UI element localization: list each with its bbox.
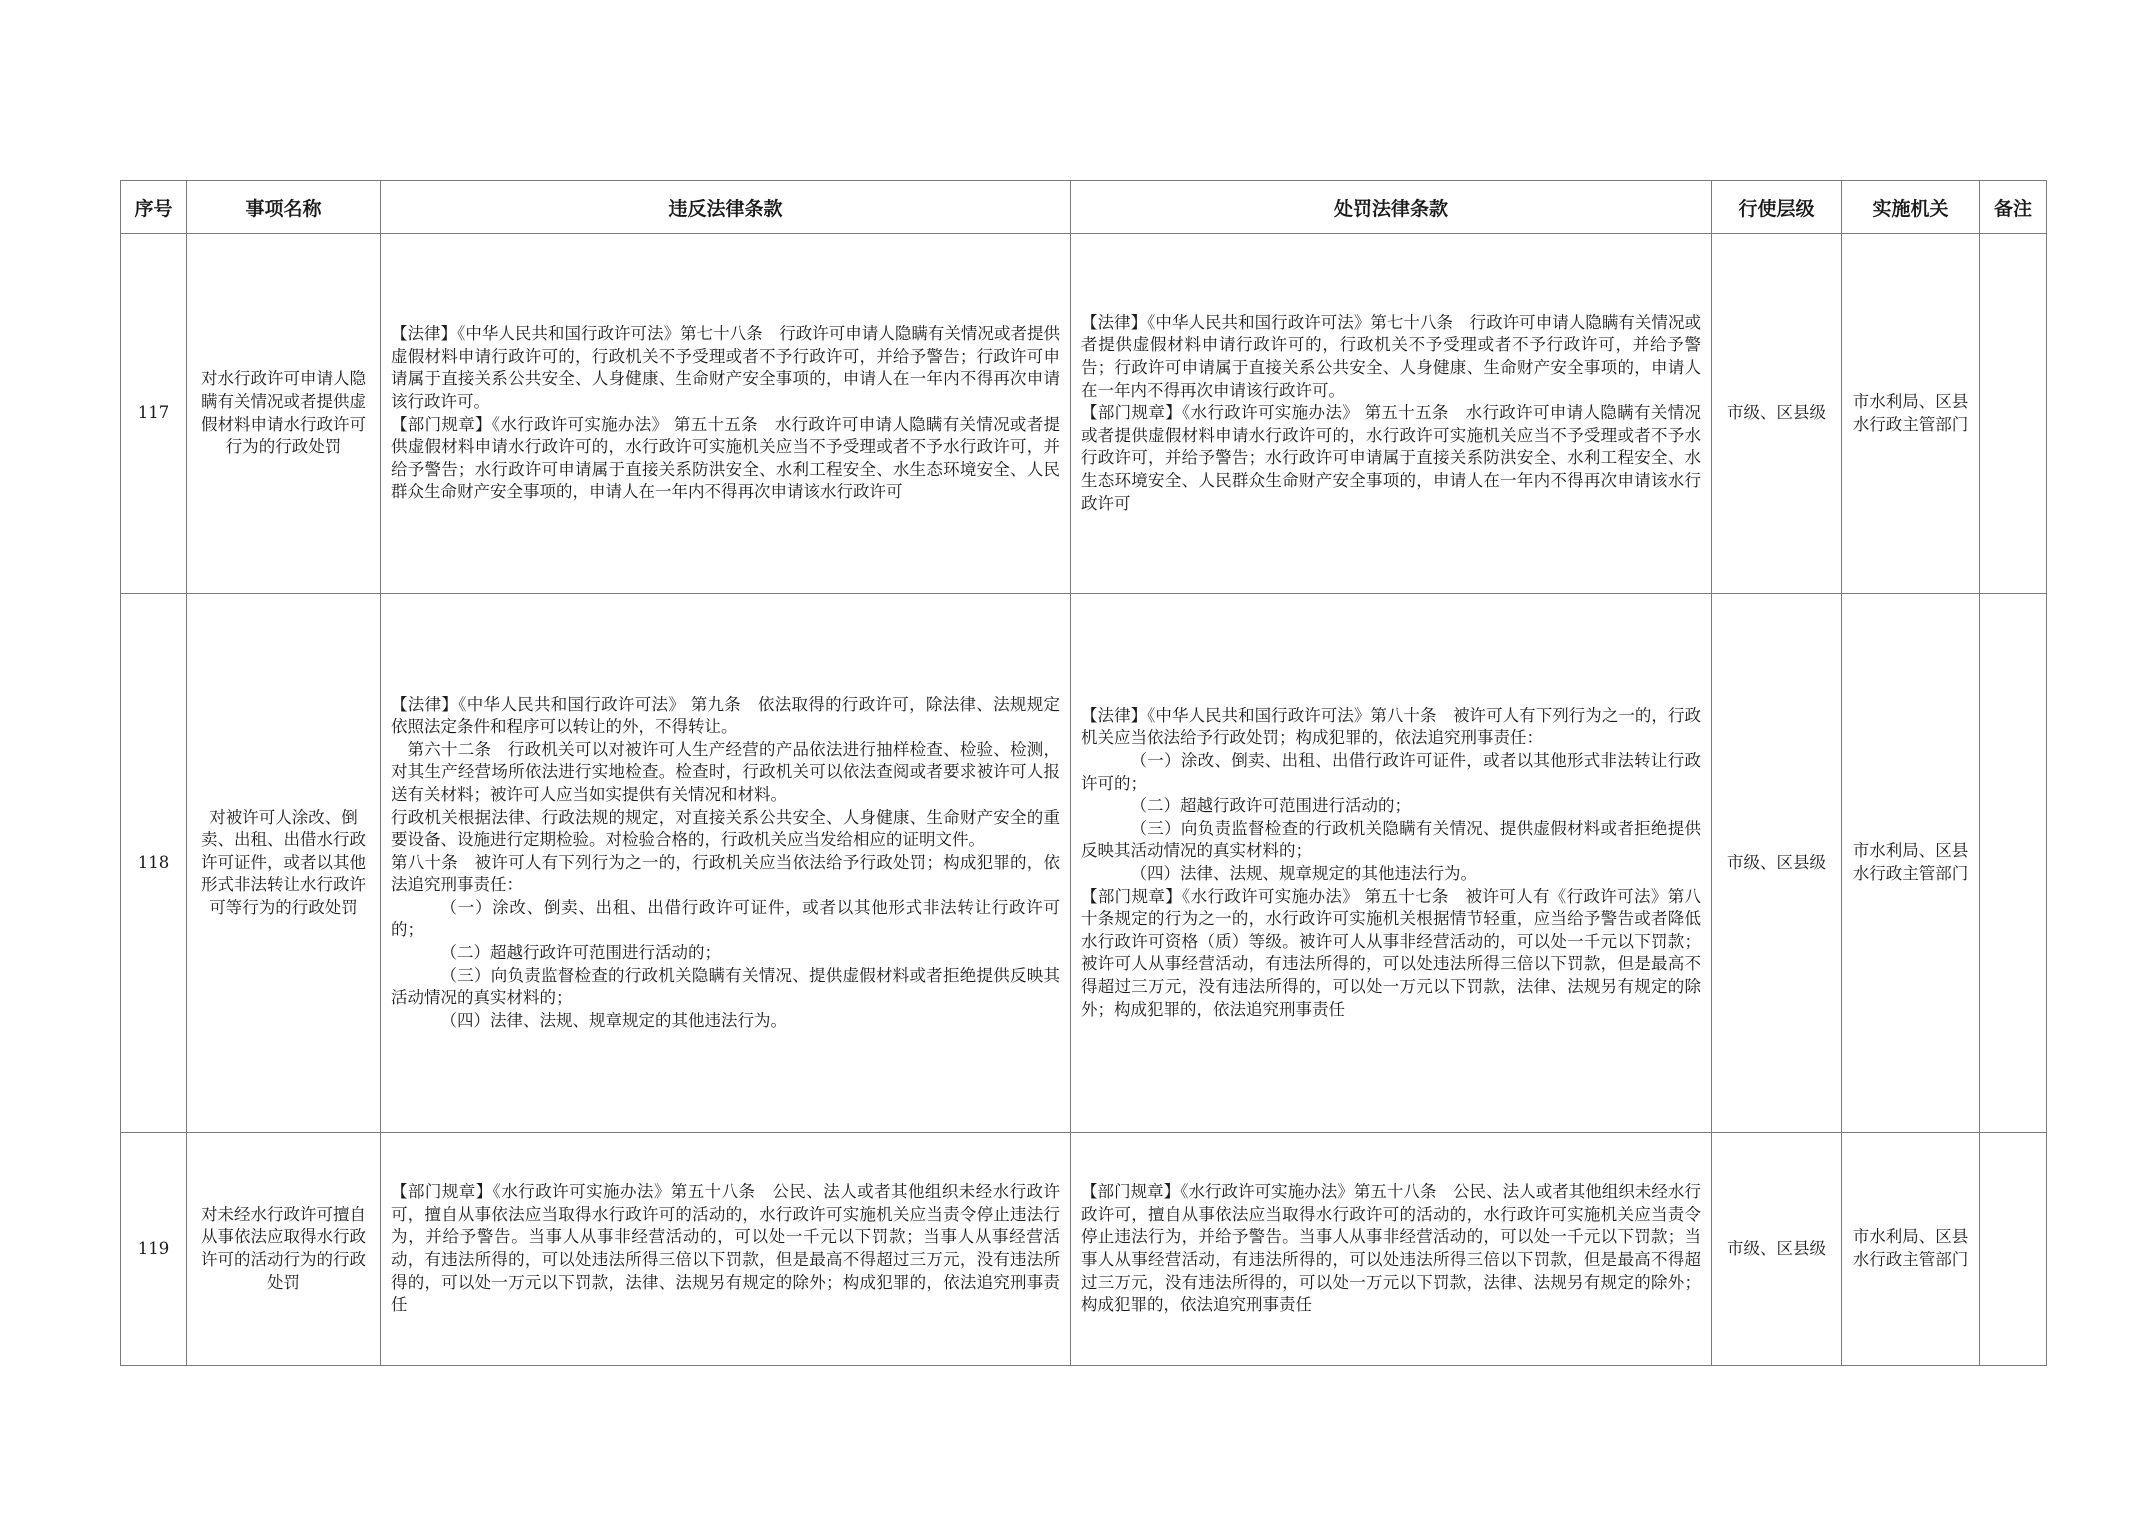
violate-clause: （四）法律、法规、规章规定的其他违法行为。	[440, 1010, 787, 1030]
row-name: 对被许可人涂改、倒卖、出租、出借水行政许可证件，或者以其他形式非法转让水行政许可等行为的行政处罚	[187, 594, 381, 1133]
penalty-clause: 【部门规章】《水行政许可实施办法》 第五十七条 被许可人有《行政许可法》第八十条规定的行为之一的，水行政许可实施机关根据情节轻重，应当给予警告或者降低水行政许可资格（质）等级。被许可人从事非经营活动的，可以处一千元以下罚款；被许可人从事经营活动，有违法所得的，可以处违法所得三倍以下罚款，但是最高不得超过三万元，没有违法所得的，可以处一万元以下罚款，法律、法规另有规定的除外；构成犯罪的，依法追究刑事责任	[1081, 886, 1701, 1019]
row-agency: 市水利局、区县水行政主管部门	[1842, 594, 1980, 1133]
violate-clause: 【部门规章】《水行政许可实施办法》第五十八条 公民、法人或者其他组织未经水行政许可，擅自从事依法应当取得水行政许可的活动的，水行政许可实施机关应当责令停止违法行为，并给予警告。当事人从事非经营活动的，可以处一千元以下罚款；当事人从事经营活动，有违法所得的，可以处违法所得三倍以下罚款，但是最高不得超过三万元，没有违法所得的，可以处一万元以下罚款，法律、法规另有规定的除外；构成犯罪的，依法追究刑事责任	[391, 1182, 1060, 1315]
violate-clause: 第六十二条 行政机关可以对被许可人生产经营的产品依法进行抽样检查、检验、检测，对其生产经营场所依法进行实地检查。检查时，行政机关可以依法查阅或者要求被许可人报送有关材料；被许可人应当如实提供有关情况和材料。	[391, 739, 1060, 804]
penalty-clause: 【部门规章】《水行政许可实施办法》 第五十五条 水行政许可申请人隐瞒有关情况或者提供虚假材料申请水行政许可的，水行政许可实施机关应当不予受理或者不予水行政许可，并给予警告；水行政许可申请属于直接关系防洪安全、水利工程安全、水生态环境安全、人民群众生命财产安全事项的，申请人在一年内不得再次申请该水行政许可	[1081, 403, 1701, 513]
row-penalty	[1071, 1133, 1712, 1366]
row-name: 对水行政许可申请人隐瞒有关情况或者提供虚假材料申请水行政许可行为的行政处罚	[187, 234, 381, 594]
penalty-table	[120, 180, 2047, 1366]
row-no: 119	[121, 1133, 187, 1366]
penalty-clause: （一）涂改、倒卖、出租、出借行政许可证件，或者以其他形式非法转让行政许可的；	[1081, 751, 1701, 793]
header-agency: 实施机关	[1842, 181, 1980, 234]
table-row	[121, 1133, 2047, 1366]
table-row	[121, 594, 2047, 1133]
violate-clause: 【法律】《中华人民共和国行政许可法》第七十八条 行政许可申请人隐瞒有关情况或者提供虚假材料申请行政许可的，行政机关不予受理或者不予行政许可，并给予警告；行政许可申请属于直接关系公共安全、人身健康、生命财产安全事项的，申请人在一年内不得再次申请该行政许可。	[391, 324, 1060, 411]
row-level: 市级、区县级	[1712, 1133, 1842, 1366]
row-level: 市级、区县级	[1712, 234, 1842, 594]
table-row	[121, 234, 2047, 594]
table-header-row	[121, 181, 2047, 234]
row-agency: 市水利局、区县水行政主管部门	[1842, 234, 1980, 594]
row-no: 118	[121, 594, 187, 1133]
row-penalty	[1071, 594, 1712, 1133]
violate-clause: 【法律】《中华人民共和国行政许可法》 第九条 依法取得的行政许可，除法律、法规规定依照法定条件和程序可以转让的外，不得转让。	[391, 694, 1060, 737]
row-violate	[381, 234, 1071, 594]
violate-clause: （二）超越行政许可范围进行活动的；	[440, 943, 721, 963]
header-level: 行使层级	[1712, 181, 1842, 234]
header-remark: 备注	[1980, 181, 2047, 234]
header-violate: 违反法律条款	[381, 181, 1071, 234]
header-penalty: 处罚法律条款	[1071, 181, 1712, 234]
row-level: 市级、区县级	[1712, 594, 1842, 1133]
row-violate	[381, 1133, 1071, 1366]
penalty-clause: （二）超越行政许可范围进行活动的；	[1130, 796, 1411, 816]
penalty-clause: 【部门规章】《水行政许可实施办法》第五十八条 公民、法人或者其他组织未经水行政许可，擅自从事依法应当取得水行政许可的活动的，水行政许可实施机关应当责令停止违法行为，并给予警告。当事人从事非经营活动的，可以处一千元以下罚款；当事人从事经营活动，有违法所得的，可以处违法所得三倍以下罚款，但是最高不得超过三万元，没有违法所得的，可以处一万元以下罚款，法律、法规另有规定的除外；构成犯罪的，依法追究刑事责任	[1081, 1182, 1701, 1315]
row-name: 对未经水行政许可擅自从事依法应取得水行政许可的活动行为的行政处罚	[187, 1133, 381, 1366]
row-remark	[1980, 1133, 2047, 1366]
row-remark	[1980, 594, 2047, 1133]
violate-clause: 行政机关根据法律、行政法规的规定，对直接关系公共安全、人身健康、生命财产安全的重要设备、设施进行定期检验。对检验合格的，行政机关应当发给相应的证明文件。	[391, 807, 1060, 850]
penalty-clause: 【法律】《中华人民共和国行政许可法》第七十八条 行政许可申请人隐瞒有关情况或者提供虚假材料申请行政许可的，行政机关不予受理或者不予行政许可，并给予警告；行政许可申请属于直接关系公共安全、人身健康、生命财产安全事项的，申请人在一年内不得再次申请该行政许可。	[1081, 312, 1701, 400]
violate-clause: （三）向负责监督检查的行政机关隐瞒有关情况、提供虚假材料或者拒绝提供反映其活动情况的真实材料的；	[391, 965, 1060, 1008]
penalty-clause: （四）法律、法规、规章规定的其他违法行为。	[1130, 864, 1477, 883]
row-no: 117	[121, 234, 187, 594]
header-no: 序号	[121, 181, 187, 234]
violate-clause: （一）涂改、倒卖、出租、出借行政许可证件，或者以其他形式非法转让行政许可的；	[391, 897, 1060, 940]
row-penalty	[1071, 234, 1712, 594]
row-remark	[1980, 234, 2047, 594]
violate-clause: 【部门规章】《水行政许可实施办法》 第五十五条 水行政许可申请人隐瞒有关情况或者提供虚假材料申请水行政许可的，水行政许可实施机关应当不予受理或者不予水行政许可，并给予警告；水行政许可申请属于直接关系防洪安全、水利工程安全、水生态环境安全、人民群众生命财产安全事项的，申请人在一年内不得再次申请该水行政许可	[391, 414, 1060, 502]
header-name: 事项名称	[187, 181, 381, 234]
penalty-clause: （三）向负责监督检查的行政机关隐瞒有关情况、提供虚假材料或者拒绝提供反映其活动情况的真实材料的；	[1081, 818, 1701, 861]
violate-clause: 第八十条 被许可人有下列行为之一的，行政机关应当依法给予行政处罚；构成犯罪的，依法追究刑事责任：	[391, 852, 1060, 895]
row-agency: 市水利局、区县水行政主管部门	[1842, 1133, 1980, 1366]
penalty-clause: 【法律】《中华人民共和国行政许可法》第八十条 被许可人有下列行为之一的，行政机关应当依法给予行政处罚；构成犯罪的，依法追究刑事责任：	[1081, 705, 1701, 748]
row-violate	[381, 594, 1071, 1133]
